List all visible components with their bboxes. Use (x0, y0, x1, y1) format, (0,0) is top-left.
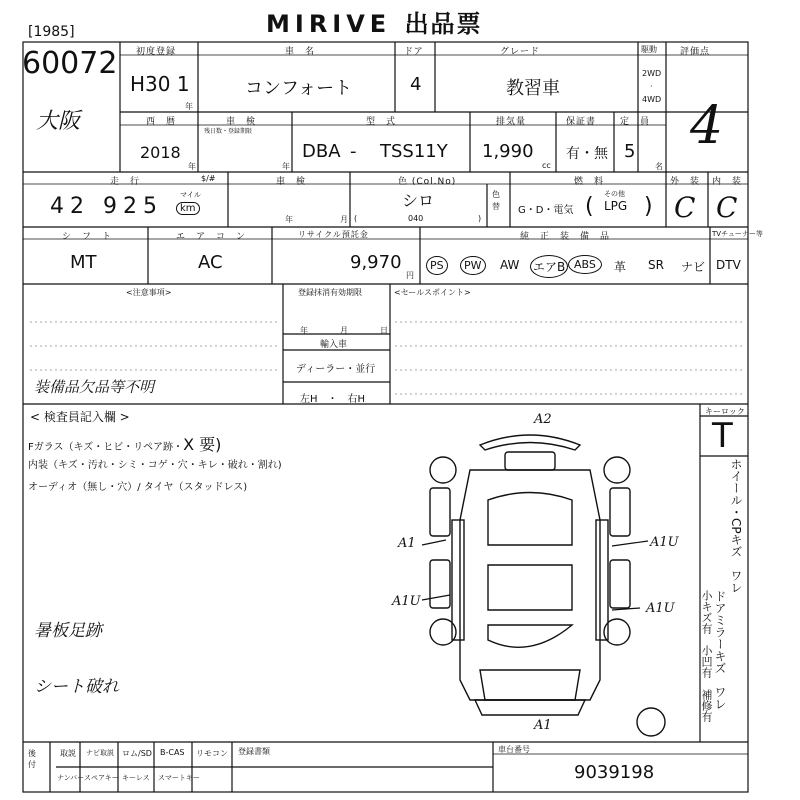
expiry-unit: 年 (282, 162, 290, 171)
drive-dot: · (650, 82, 653, 91)
equipment-abs: ABS (568, 255, 602, 274)
interior-label: 内 装 (712, 177, 743, 187)
inspection-month: 月 (340, 215, 348, 224)
fuel-other-label: その他 (604, 190, 625, 198)
legend-wheel: ホイール・CPキズ ワレ (729, 458, 743, 594)
warranty-label: 保証書 (566, 117, 597, 127)
equipment-pw: PW (460, 256, 486, 275)
first-registration-value: H30 1 (130, 72, 190, 96)
damage-mark-bottom: A1 (534, 718, 552, 733)
door-label: ドア (404, 47, 424, 57)
ac-value: AC (198, 252, 223, 273)
equipment-airbag: エアB (530, 255, 568, 278)
footer-item-plate: ナンバー (57, 774, 85, 782)
damage-mark-top: A2 (534, 412, 552, 427)
drive-2wd: 2WD (642, 69, 662, 78)
chassis-value: 9039198 (574, 762, 655, 783)
fuel-paren-open: ( (585, 194, 594, 219)
brand-name: MIRIVE (266, 10, 392, 38)
equipment-label: 純 正 装 備 品 (520, 232, 611, 242)
mileage-label: 走 行 (110, 177, 141, 187)
inspector-line-audio: オーディオ（無し・穴）/ タイヤ（スタッドレス) (28, 482, 248, 493)
damage-mark-right-upper: A1U (650, 535, 679, 550)
footer-item-keyless: キーレス (122, 774, 150, 782)
expiry-label: 車 検 (226, 117, 257, 127)
year-value: 2018 (140, 143, 181, 162)
chassis-label: 車台番号 (498, 745, 530, 754)
dealer-label: ディーラー・並行 (296, 364, 376, 375)
footer-item-rom-sd: ロム/SD (122, 749, 152, 758)
equipment-aw: AW (500, 258, 520, 272)
first-registration-label: 初度登録 (136, 47, 177, 57)
lot-bracket: [1985] (28, 24, 75, 40)
interior-value: C (716, 191, 738, 224)
footer-item-remote: リモコン (196, 749, 228, 758)
shift-label: シ フ ト (62, 232, 113, 242)
handwritten-note: 装備品欠品等不明 (34, 378, 155, 396)
mileage-value: 42 925 (50, 194, 163, 219)
mileage-flag: $/# (201, 174, 216, 183)
grade-label: グレード (500, 47, 541, 57)
fuel-options: G・D・電気 (518, 205, 574, 216)
location: 大阪 (36, 109, 81, 134)
import-label: 輸入車 (320, 340, 348, 350)
inspector-line-interior: 内装（キズ・汚れ・シミ・コゲ・穴・キレ・破れ・割れ) (28, 460, 282, 471)
equipment-ps: PS (426, 256, 448, 275)
capacity-label: 定 員 (620, 117, 651, 127)
equipment-dtv: DTV (716, 258, 741, 272)
damage-mark-right-lower: A1U (646, 601, 675, 616)
score-value: 4 (690, 96, 724, 156)
fuel-paren-close: ) (644, 194, 653, 219)
reg-period-year: 年 (300, 326, 308, 335)
displacement-label: 排気量 (496, 117, 527, 127)
model-prefix: DBA (302, 141, 341, 162)
exterior-value: C (674, 191, 696, 224)
legend-mirror: ドアミラーキズ ワレ (713, 590, 727, 710)
mileage-unit-mile: マイル (180, 191, 201, 199)
lot-number: 60072 (22, 46, 118, 81)
shift-value: MT (70, 252, 97, 273)
fuel-label: 燃 料 (574, 177, 605, 187)
model-label: 型 式 (366, 117, 397, 127)
handwritten-floor-mark: 暑板足跡 (34, 621, 102, 641)
mileage-unit-km: km (176, 202, 200, 215)
grade-value: 教習車 (506, 78, 560, 99)
form-type: 出品票 (404, 10, 483, 38)
color-label: 色 (Col.No) (398, 177, 457, 187)
damage-mark-left-upper: A1 (398, 536, 416, 551)
expiry-sub-label: 残日数・登録期限 (204, 128, 253, 135)
year-unit: 年 (188, 162, 196, 171)
equipment-navi: ナビ (681, 260, 706, 274)
inspection-year: 年 (285, 215, 293, 224)
footer-item-bcas: B-CAS (160, 748, 185, 757)
displacement-value: 1,990 (482, 141, 534, 162)
model-dash: - (350, 141, 357, 162)
color-code-open: ( (354, 214, 358, 223)
capacity-value: 5 (624, 141, 636, 162)
warranty-value: 有・無 (566, 146, 608, 162)
first-registration-unit: 年 (185, 102, 193, 111)
inspector-section-label: < 検査員記入欄 > (30, 410, 130, 424)
year-label: 西 暦 (146, 117, 177, 127)
exterior-label: 外 装 (670, 177, 701, 187)
recycle-value: 9,970 (350, 252, 402, 273)
car-name-value: コンフォート (245, 78, 353, 99)
color-change-label: 色替 (492, 190, 500, 211)
reg-docs-label: 登録書類 (238, 747, 270, 756)
legend-scratch: 小キズ有 小凹有 補修有 (700, 590, 713, 722)
handwritten-seat-tear: シート破れ (34, 677, 119, 697)
drive-label: 駆動 (641, 45, 657, 54)
ac-label: エ ア コ ン (176, 232, 247, 242)
reg-period-day: 日 (380, 326, 388, 335)
reg-period-label: 登録抹消有効期限 (298, 288, 362, 297)
footer-item-smart-key: スマートキー (158, 774, 200, 782)
color-code: 040 (408, 214, 424, 223)
glass-mark: X 要) (183, 435, 222, 454)
sales-point-label: <セールスポイント> (394, 288, 471, 297)
fuel-other-value: LPG (604, 199, 628, 213)
footer-item-navi-manual: ナビ取説 (86, 749, 114, 757)
damage-mark-left-lower: A1U (392, 594, 421, 609)
color-code-close: ) (478, 214, 482, 223)
recycle-unit: 円 (406, 271, 414, 280)
score-label: 評価点 (680, 47, 711, 57)
keylock-label: キーロック (705, 407, 745, 416)
car-name-label: 車 名 (285, 47, 316, 57)
footer-item-spare-key: スペアキー (84, 774, 119, 782)
reg-period-month: 月 (340, 326, 348, 335)
equipment-leather: 革 (614, 260, 627, 274)
post-attach-label: 後付 (28, 749, 36, 769)
capacity-unit: 名 (655, 162, 663, 171)
equipment-sr: SR (648, 258, 664, 272)
keylock-value: T (712, 416, 733, 456)
inspection-label: 車 検 (276, 177, 307, 187)
footer-item-manual: 取説 (60, 749, 76, 758)
glass-text: Fガラス（キズ・ヒビ・リペア跡・ (28, 442, 184, 453)
model-value: TSS11Y (380, 141, 448, 162)
notice-label: <注意事項> (126, 288, 172, 297)
color-value: シロ (402, 191, 435, 210)
displacement-unit: cc (542, 161, 551, 170)
handle-label: 左H ・ 右H (300, 394, 366, 405)
drive-4wd: 4WD (642, 95, 662, 104)
door-value: 4 (410, 74, 422, 95)
recycle-label: リサイクル預託金 (298, 230, 369, 239)
tuner-label: TVチューナー等 (712, 230, 763, 238)
